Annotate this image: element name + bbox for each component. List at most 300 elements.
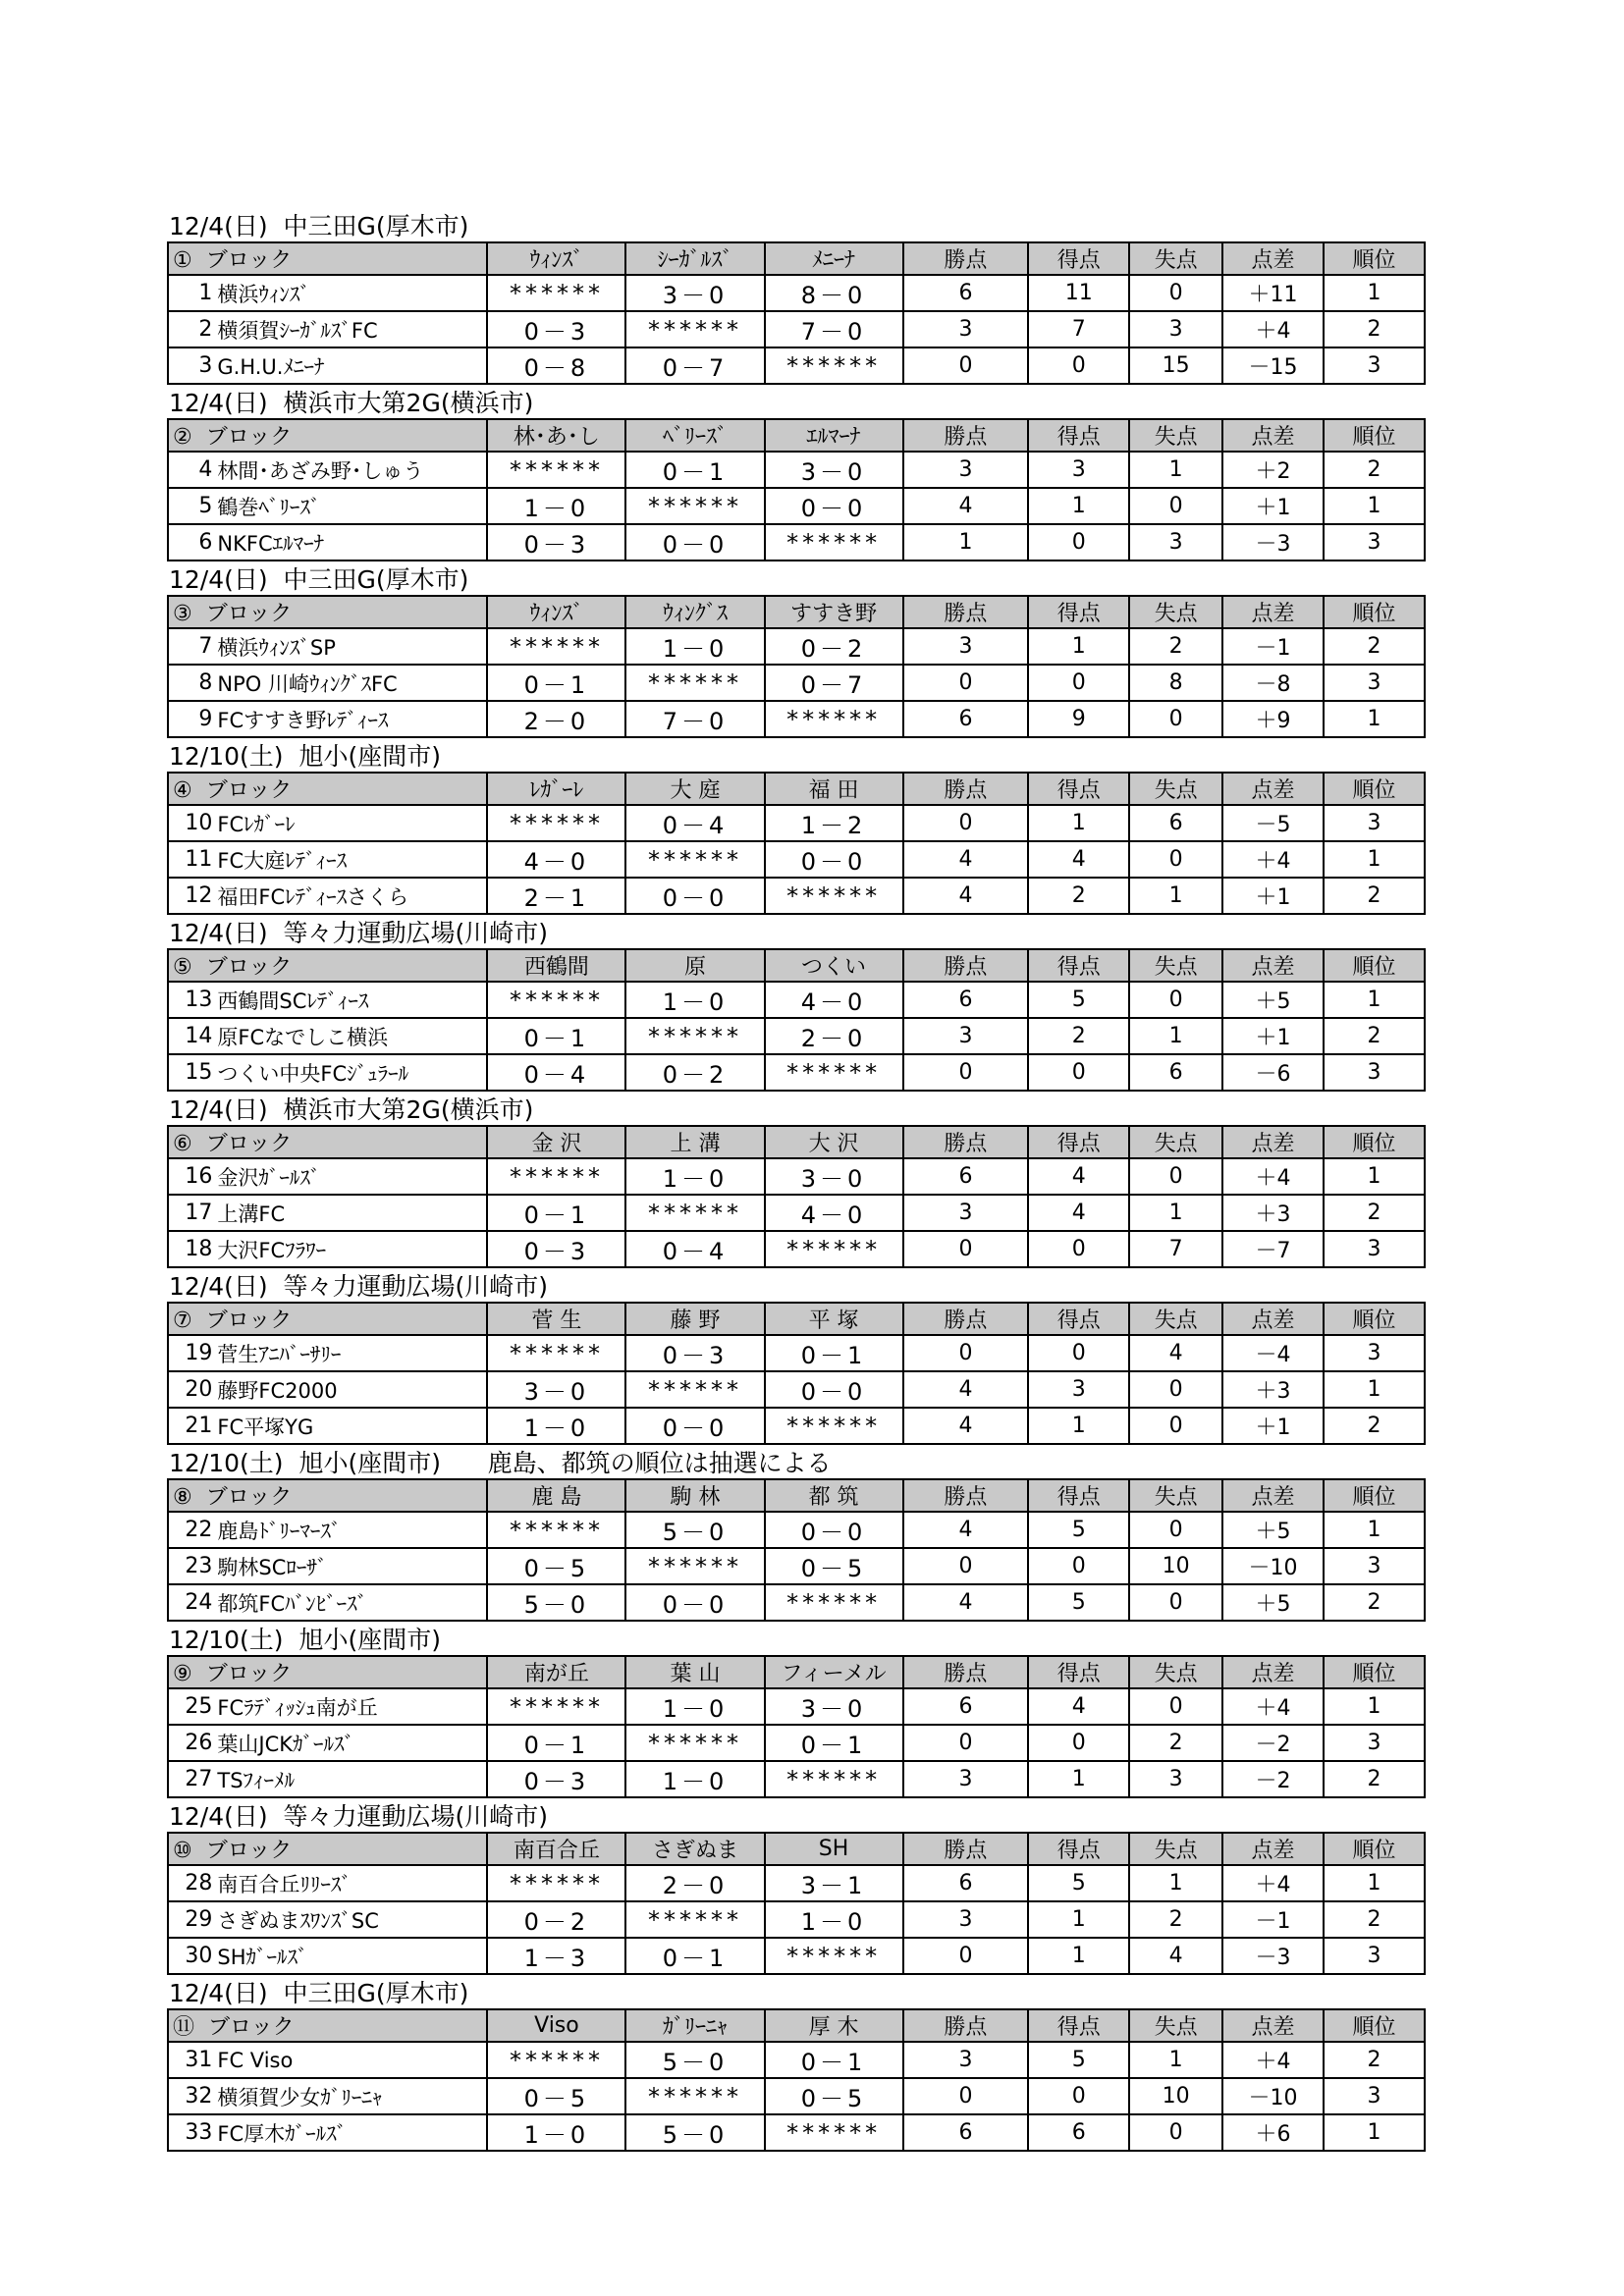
goals-against-cell: 6 — [1129, 1054, 1222, 1091]
table-row — [168, 1688, 1425, 1725]
rank-cell: 1 — [1324, 841, 1425, 878]
goal-difference-cell: －5 — [1222, 805, 1324, 841]
match-result: 0－4 — [487, 1054, 625, 1091]
team-number: 32 — [168, 2078, 215, 2114]
goals-for-cell: 9 — [1028, 701, 1129, 737]
goal-difference-cell: ＋1 — [1222, 1018, 1324, 1054]
team-name: FC厚木ｶﾞｰﾙｽﾞ — [215, 2114, 487, 2151]
block-venue-header — [167, 1268, 1426, 1302]
rank-cell: 2 — [1324, 2042, 1425, 2078]
points-cell: 0 — [903, 1548, 1029, 1584]
team-number: 9 — [168, 701, 215, 737]
match-result: 1－0 — [625, 1688, 764, 1725]
standings-table — [167, 1478, 1426, 1622]
points-cell: 0 — [903, 665, 1029, 701]
match-result: 3－0 — [625, 275, 764, 311]
rank-cell: 2 — [1324, 452, 1425, 488]
rank-header: 順位 — [1324, 1833, 1425, 1865]
points-cell: 6 — [903, 1688, 1029, 1725]
goals-against-cell: 0 — [1129, 1371, 1222, 1408]
table-row — [168, 1371, 1425, 1408]
match-result: ****** — [625, 2078, 764, 2114]
rank-cell: 1 — [1324, 488, 1425, 524]
standings-table — [167, 772, 1426, 915]
match-result: 0－0 — [765, 488, 903, 524]
match-result: ****** — [765, 1054, 903, 1091]
match-result: 0－1 — [765, 1725, 903, 1761]
rank-cell: 1 — [1324, 275, 1425, 311]
team-number: 16 — [168, 1158, 215, 1195]
team-number: 10 — [168, 805, 215, 841]
block-section — [167, 915, 1426, 1092]
table-row — [168, 1054, 1425, 1091]
match-result: 0－2 — [765, 628, 903, 665]
goals-for-header: 得点 — [1028, 1833, 1129, 1865]
team-name: FCﾗﾃﾞｨｯｼｭ南が丘 — [215, 1688, 487, 1725]
block-note: 鹿島、都筑の順位は抽選による — [487, 1449, 832, 1477]
goal-difference-cell: ＋6 — [1222, 2114, 1324, 2151]
opponent-header: 大 沢 — [765, 1126, 903, 1158]
match-date-venue: 12/4(日) 等々力運動広場(川崎市) — [169, 1272, 549, 1301]
table-row — [168, 524, 1425, 561]
goal-difference-cell: －1 — [1222, 1901, 1324, 1938]
rank-header: 順位 — [1324, 949, 1425, 982]
goal-difference-cell: ＋4 — [1222, 2042, 1324, 2078]
team-number: 19 — [168, 1335, 215, 1371]
block-label: ⑪ ブロック — [168, 2009, 487, 2042]
opponent-header: ﾒﾆｰﾅ — [765, 242, 903, 275]
team-number: 21 — [168, 1408, 215, 1444]
rank-cell: 1 — [1324, 1688, 1425, 1725]
goals-against-cell: 0 — [1129, 841, 1222, 878]
match-result: 5－0 — [625, 1512, 764, 1548]
block-venue-header — [167, 1445, 1426, 1478]
team-number: 29 — [168, 1901, 215, 1938]
match-result: 1－0 — [625, 1761, 764, 1797]
goal-difference-cell: －1 — [1222, 628, 1324, 665]
match-result: 4－0 — [487, 841, 625, 878]
goals-against-header: 失点 — [1129, 1656, 1222, 1688]
opponent-header: 西鶴間 — [487, 949, 625, 982]
goals-for-cell: 5 — [1028, 1865, 1129, 1901]
rank-header: 順位 — [1324, 1126, 1425, 1158]
table-row — [168, 1195, 1425, 1231]
match-result: 0－1 — [765, 1335, 903, 1371]
goals-against-cell: 4 — [1129, 1938, 1222, 1974]
goal-difference-header: 点差 — [1222, 773, 1324, 805]
points-cell: 3 — [903, 1901, 1029, 1938]
points-cell: 0 — [903, 1054, 1029, 1091]
block-label: ⑦ ブロック — [168, 1303, 487, 1335]
points-cell: 6 — [903, 2114, 1029, 2151]
team-number: 12 — [168, 878, 215, 914]
points-cell: 0 — [903, 805, 1029, 841]
goals-against-cell: 3 — [1129, 311, 1222, 347]
goals-against-cell: 2 — [1129, 1901, 1222, 1938]
team-name: FCすすき野ﾚﾃﾞｨｰｽ — [215, 701, 487, 737]
opponent-header: フィーメル — [765, 1656, 903, 1688]
goals-against-cell: 3 — [1129, 524, 1222, 561]
points-cell: 0 — [903, 2078, 1029, 2114]
team-name: 藤野FC2000 — [215, 1371, 487, 1408]
match-result: 0－3 — [487, 311, 625, 347]
opponent-header: 林･あ･し — [487, 419, 625, 452]
table-row — [168, 1938, 1425, 1974]
points-header: 勝点 — [903, 2009, 1029, 2042]
match-result: 0－0 — [625, 878, 764, 914]
team-number: 25 — [168, 1688, 215, 1725]
match-result: ****** — [765, 524, 903, 561]
match-result: ****** — [765, 1231, 903, 1267]
match-result: ****** — [487, 1688, 625, 1725]
match-result: 0－0 — [765, 1371, 903, 1408]
match-result: 3－1 — [765, 1865, 903, 1901]
rank-header: 順位 — [1324, 1479, 1425, 1512]
team-name: 横浜ｳｨﾝｽﾞSP — [215, 628, 487, 665]
team-name: 原FCなでしこ横浜 — [215, 1018, 487, 1054]
goals-for-cell: 3 — [1028, 452, 1129, 488]
goals-for-cell: 2 — [1028, 1018, 1129, 1054]
goals-for-cell: 0 — [1028, 1054, 1129, 1091]
goals-against-header: 失点 — [1129, 242, 1222, 275]
match-result: ****** — [765, 1584, 903, 1621]
match-result: 0－3 — [487, 524, 625, 561]
goals-for-header: 得点 — [1028, 419, 1129, 452]
rank-cell: 3 — [1324, 805, 1425, 841]
table-row — [168, 2042, 1425, 2078]
opponent-header: さぎぬま — [625, 1833, 764, 1865]
block-venue-header — [167, 385, 1426, 418]
match-result: ****** — [765, 2114, 903, 2151]
table-row — [168, 1335, 1425, 1371]
team-number: 4 — [168, 452, 215, 488]
goals-for-cell: 6 — [1028, 2114, 1129, 2151]
opponent-header: ｳｨﾝｸﾞｽ — [625, 596, 764, 628]
rank-header: 順位 — [1324, 419, 1425, 452]
match-result: 0－5 — [765, 1548, 903, 1584]
match-result: 0－5 — [487, 1548, 625, 1584]
points-header: 勝点 — [903, 419, 1029, 452]
team-name: FC平塚YG — [215, 1408, 487, 1444]
goals-against-cell: 10 — [1129, 2078, 1222, 2114]
goals-for-cell: 1 — [1028, 1408, 1129, 1444]
points-cell: 3 — [903, 1761, 1029, 1797]
block-section — [167, 385, 1426, 561]
points-header: 勝点 — [903, 1303, 1029, 1335]
team-name: 横須賀少女ｶﾞﾘｰﾆｬ — [215, 2078, 487, 2114]
block-label: ⑧ ブロック — [168, 1479, 487, 1512]
goal-difference-cell: －6 — [1222, 1054, 1324, 1091]
team-number: 13 — [168, 982, 215, 1018]
goals-for-header: 得点 — [1028, 242, 1129, 275]
goals-against-cell: 0 — [1129, 982, 1222, 1018]
table-row — [168, 452, 1425, 488]
block-label: ③ ブロック — [168, 596, 487, 628]
opponent-header: 藤 野 — [625, 1303, 764, 1335]
team-number: 24 — [168, 1584, 215, 1621]
points-header: 勝点 — [903, 949, 1029, 982]
team-number: 17 — [168, 1195, 215, 1231]
points-header: 勝点 — [903, 1126, 1029, 1158]
goal-difference-cell: －10 — [1222, 2078, 1324, 2114]
match-result: 5－0 — [625, 2042, 764, 2078]
table-row — [168, 1018, 1425, 1054]
match-result: ****** — [625, 311, 764, 347]
team-number: 31 — [168, 2042, 215, 2078]
goals-against-header: 失点 — [1129, 1126, 1222, 1158]
goal-difference-cell: ＋5 — [1222, 1512, 1324, 1548]
match-result: 8－0 — [765, 275, 903, 311]
points-cell: 3 — [903, 2042, 1029, 2078]
points-header: 勝点 — [903, 596, 1029, 628]
rank-header: 順位 — [1324, 1656, 1425, 1688]
rank-cell: 3 — [1324, 1725, 1425, 1761]
goal-difference-cell: ＋5 — [1222, 1584, 1324, 1621]
goals-for-cell: 7 — [1028, 311, 1129, 347]
table-header-row — [168, 949, 1425, 982]
match-result: ****** — [487, 452, 625, 488]
match-result: ****** — [625, 1371, 764, 1408]
match-result: ****** — [765, 347, 903, 384]
rank-cell: 3 — [1324, 524, 1425, 561]
goal-difference-cell: －7 — [1222, 1231, 1324, 1267]
goals-for-header: 得点 — [1028, 773, 1129, 805]
goal-difference-header: 点差 — [1222, 949, 1324, 982]
points-cell: 6 — [903, 1865, 1029, 1901]
goal-difference-cell: －8 — [1222, 665, 1324, 701]
points-cell: 0 — [903, 1335, 1029, 1371]
team-name: 林間･あざみ野･しゅう — [215, 452, 487, 488]
team-number: 27 — [168, 1761, 215, 1797]
match-result: ****** — [487, 1158, 625, 1195]
team-number: 3 — [168, 347, 215, 384]
points-cell: 3 — [903, 452, 1029, 488]
goals-against-cell: 2 — [1129, 1725, 1222, 1761]
goals-against-cell: 1 — [1129, 1018, 1222, 1054]
goal-difference-cell: ＋9 — [1222, 701, 1324, 737]
match-result: ****** — [765, 701, 903, 737]
block-venue-header — [167, 561, 1426, 595]
rank-header: 順位 — [1324, 773, 1425, 805]
opponent-header: ﾚｶﾞｰﾚ — [487, 773, 625, 805]
table-row — [168, 982, 1425, 1018]
goals-for-cell: 0 — [1028, 1335, 1129, 1371]
points-header: 勝点 — [903, 1833, 1029, 1865]
rank-cell: 1 — [1324, 982, 1425, 1018]
points-cell: 3 — [903, 1195, 1029, 1231]
goal-difference-cell: ＋3 — [1222, 1371, 1324, 1408]
table-row — [168, 488, 1425, 524]
table-row — [168, 805, 1425, 841]
goals-for-header: 得点 — [1028, 1303, 1129, 1335]
team-name: さぎぬまｽﾜﾝｽﾞSC — [215, 1901, 487, 1938]
goals-against-header: 失点 — [1129, 773, 1222, 805]
rank-header: 順位 — [1324, 242, 1425, 275]
block-venue-header — [167, 208, 1426, 241]
table-row — [168, 841, 1425, 878]
rank-cell: 3 — [1324, 1548, 1425, 1584]
goals-against-header: 失点 — [1129, 419, 1222, 452]
rank-cell: 3 — [1324, 665, 1425, 701]
block-section — [167, 1445, 1426, 1622]
match-result: 1－0 — [487, 2114, 625, 2151]
match-result: ****** — [765, 878, 903, 914]
rank-cell: 2 — [1324, 1408, 1425, 1444]
match-result: ****** — [487, 628, 625, 665]
block-section — [167, 1975, 1426, 2152]
goal-difference-header: 点差 — [1222, 1126, 1324, 1158]
match-result: 0－8 — [487, 347, 625, 384]
team-name: FC Viso — [215, 2042, 487, 2078]
points-header: 勝点 — [903, 773, 1029, 805]
goal-difference-header: 点差 — [1222, 242, 1324, 275]
team-name: G.H.U.ﾒﾆｰﾅ — [215, 347, 487, 384]
goal-difference-cell: ＋11 — [1222, 275, 1324, 311]
goals-against-cell: 1 — [1129, 452, 1222, 488]
rank-cell: 2 — [1324, 1584, 1425, 1621]
opponent-header: Viso — [487, 2009, 625, 2042]
match-result: 2－0 — [765, 1018, 903, 1054]
opponent-header: 福 田 — [765, 773, 903, 805]
table-row — [168, 1158, 1425, 1195]
goals-against-cell: 4 — [1129, 1335, 1222, 1371]
opponent-header: 駒 林 — [625, 1479, 764, 1512]
match-result: 3－0 — [487, 1371, 625, 1408]
team-number: 23 — [168, 1548, 215, 1584]
opponent-header: 菅 生 — [487, 1303, 625, 1335]
points-cell: 4 — [903, 1584, 1029, 1621]
opponent-header: 鹿 島 — [487, 1479, 625, 1512]
opponent-header: 上 溝 — [625, 1126, 764, 1158]
goals-against-cell: 0 — [1129, 488, 1222, 524]
table-header-row — [168, 773, 1425, 805]
rank-cell: 3 — [1324, 2078, 1425, 2114]
team-name: 横浜ｳｨﾝｽﾞ — [215, 275, 487, 311]
match-date-venue: 12/4(日) 等々力運動広場(川崎市) — [169, 1802, 549, 1831]
block-venue-header — [167, 1798, 1426, 1832]
match-result: 1－0 — [765, 1901, 903, 1938]
opponent-header: ﾍﾞﾘｰｽﾞ — [625, 419, 764, 452]
block-label: ⑥ ブロック — [168, 1126, 487, 1158]
match-result: 1－2 — [765, 805, 903, 841]
goal-difference-cell: －4 — [1222, 1335, 1324, 1371]
match-result: ****** — [625, 1901, 764, 1938]
opponent-header: ｳｨﾝｽﾞ — [487, 242, 625, 275]
goals-for-cell: 1 — [1028, 1901, 1129, 1938]
block-section — [167, 1622, 1426, 1798]
goals-for-cell: 4 — [1028, 1158, 1129, 1195]
goals-for-cell: 0 — [1028, 1548, 1129, 1584]
goal-difference-header: 点差 — [1222, 1833, 1324, 1865]
match-result: 5－0 — [625, 2114, 764, 2151]
block-label: ⑨ ブロック — [168, 1656, 487, 1688]
match-result: 0－0 — [625, 1584, 764, 1621]
points-cell: 4 — [903, 488, 1029, 524]
standings-table — [167, 595, 1426, 738]
table-row — [168, 1231, 1425, 1267]
opponent-header: SH — [765, 1833, 903, 1865]
match-date-venue: 12/4(日) 等々力運動広場(川崎市) — [169, 919, 549, 947]
goals-for-cell: 1 — [1028, 1761, 1129, 1797]
points-cell: 4 — [903, 1408, 1029, 1444]
goal-difference-cell: ＋5 — [1222, 982, 1324, 1018]
team-number: 11 — [168, 841, 215, 878]
team-number: 18 — [168, 1231, 215, 1267]
match-date-venue: 12/10(土) 旭小(座間市) — [169, 1449, 441, 1477]
table-header-row — [168, 1656, 1425, 1688]
table-row — [168, 665, 1425, 701]
match-result: 1－0 — [625, 982, 764, 1018]
match-result: 1－3 — [487, 1938, 625, 1974]
goals-against-cell: 1 — [1129, 2042, 1222, 2078]
team-number: 20 — [168, 1371, 215, 1408]
table-header-row — [168, 596, 1425, 628]
match-date-venue: 12/4(日) 中三田G(厚木市) — [169, 1979, 469, 2007]
team-number: 14 — [168, 1018, 215, 1054]
opponent-header: 平 塚 — [765, 1303, 903, 1335]
opponent-header: 大 庭 — [625, 773, 764, 805]
block-label: ④ ブロック — [168, 773, 487, 805]
match-result: 1－0 — [487, 488, 625, 524]
points-cell: 1 — [903, 524, 1029, 561]
goals-against-header: 失点 — [1129, 2009, 1222, 2042]
team-name: TSﾌｨｰﾒﾙ — [215, 1761, 487, 1797]
goal-difference-cell: ＋4 — [1222, 1158, 1324, 1195]
match-result: ****** — [487, 982, 625, 1018]
match-date-venue: 12/4(日) 横浜市大第2G(横浜市) — [169, 1095, 534, 1124]
goals-against-cell: 0 — [1129, 1408, 1222, 1444]
match-result: 2－0 — [487, 701, 625, 737]
block-venue-header — [167, 1975, 1426, 2008]
team-number: 1 — [168, 275, 215, 311]
block-venue-header — [167, 915, 1426, 948]
goal-difference-cell: －15 — [1222, 347, 1324, 384]
match-result: 0－5 — [765, 2078, 903, 2114]
table-row — [168, 878, 1425, 914]
opponent-header: 金 沢 — [487, 1126, 625, 1158]
goal-difference-cell: －3 — [1222, 524, 1324, 561]
rank-cell: 3 — [1324, 1054, 1425, 1091]
goals-for-header: 得点 — [1028, 1126, 1129, 1158]
rank-header: 順位 — [1324, 1303, 1425, 1335]
points-cell: 4 — [903, 1371, 1029, 1408]
goal-difference-cell: －2 — [1222, 1725, 1324, 1761]
match-result: 0－7 — [625, 347, 764, 384]
rank-cell: 1 — [1324, 1865, 1425, 1901]
rank-cell: 3 — [1324, 1335, 1425, 1371]
goals-against-header: 失点 — [1129, 596, 1222, 628]
match-result: 0－1 — [487, 1018, 625, 1054]
table-row — [168, 1548, 1425, 1584]
match-result: 0－3 — [487, 1231, 625, 1267]
opponent-header: つくい — [765, 949, 903, 982]
team-name: SHｶﾞｰﾙｽﾞ — [215, 1938, 487, 1974]
team-number: 6 — [168, 524, 215, 561]
goals-for-cell: 1 — [1028, 1938, 1129, 1974]
match-result: 4－0 — [765, 982, 903, 1018]
points-cell: 3 — [903, 311, 1029, 347]
goals-for-cell: 1 — [1028, 488, 1129, 524]
goal-difference-cell: ＋1 — [1222, 488, 1324, 524]
goals-against-cell: 2 — [1129, 628, 1222, 665]
goal-difference-cell: ＋3 — [1222, 1195, 1324, 1231]
opponent-header: ｼｰｶﾞﾙｽﾞ — [625, 242, 764, 275]
goals-against-cell: 8 — [1129, 665, 1222, 701]
table-header-row — [168, 242, 1425, 275]
goals-for-header: 得点 — [1028, 596, 1129, 628]
rank-header: 順位 — [1324, 596, 1425, 628]
points-cell: 3 — [903, 628, 1029, 665]
